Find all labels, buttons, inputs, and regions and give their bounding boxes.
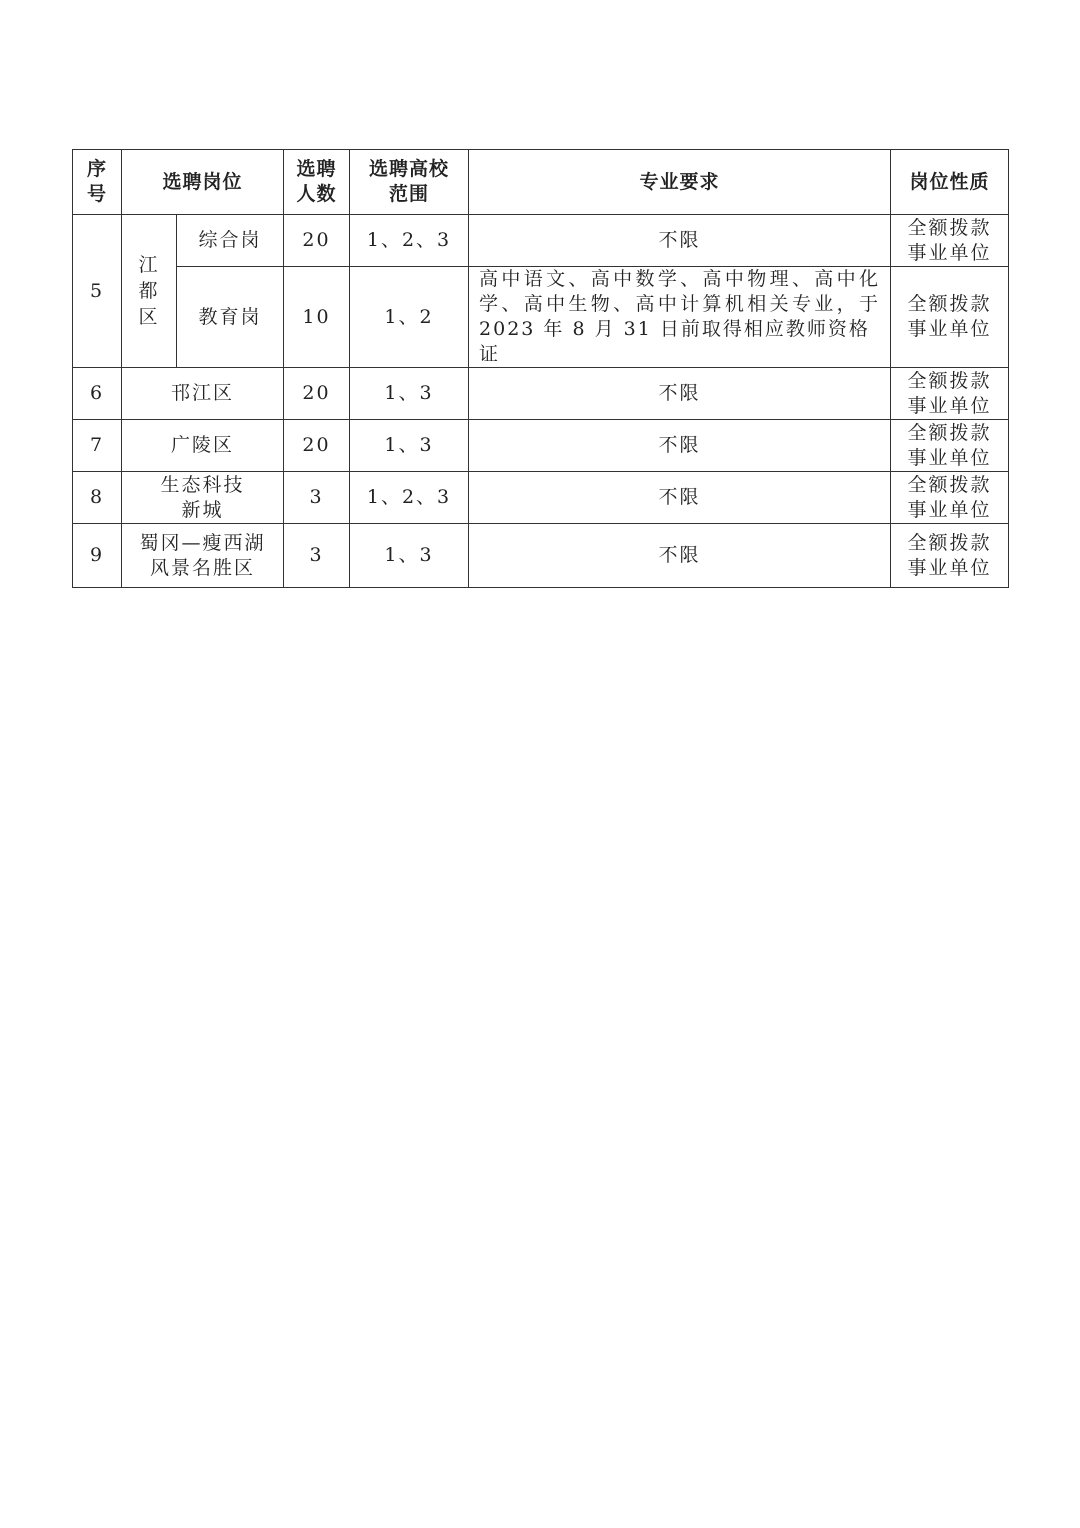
- row-district: 蜀冈—瘦西湖 风景名胜区: [122, 524, 284, 588]
- row-requirement: 高中语文、高中数学、高中物理、高中化 学、高中生物、高中计算机相关专业，于 2023 年 8 月 31 日前取得相应教师资格证: [469, 267, 891, 368]
- row-count: 10: [284, 267, 350, 368]
- row-count: 3: [284, 524, 350, 588]
- table-header-row: [73, 150, 1009, 215]
- header-scope: 选聘高校 范围: [350, 150, 469, 215]
- row-nature: 全额拨款 事业单位: [891, 420, 1009, 472]
- row-requirement: 不限: [469, 215, 891, 267]
- table-row: [73, 472, 1009, 524]
- row-scope: 1、3: [350, 368, 469, 420]
- row-job-name: 综合岗: [177, 215, 284, 267]
- header-count: 选聘 人数: [284, 150, 350, 215]
- row-district: 生态科技 新城: [122, 472, 284, 524]
- header-seq: 序 号: [73, 150, 122, 215]
- row-scope: 1、3: [350, 524, 469, 588]
- row-seq: 9: [73, 524, 122, 588]
- row-requirement: 不限: [469, 420, 891, 472]
- row-seq: 6: [73, 368, 122, 420]
- row-requirement: 不限: [469, 368, 891, 420]
- row-scope: 1、3: [350, 420, 469, 472]
- row-requirement: 不限: [469, 472, 891, 524]
- row-seq: 8: [73, 472, 122, 524]
- row-nature: 全额拨款 事业单位: [891, 368, 1009, 420]
- row-seq: 7: [73, 420, 122, 472]
- row-district: 邗江区: [122, 368, 284, 420]
- row-count: 20: [284, 420, 350, 472]
- table-row: [73, 524, 1009, 588]
- row-count: 20: [284, 215, 350, 267]
- row-nature: 全额拨款 事业单位: [891, 267, 1009, 368]
- row-requirement: 不限: [469, 524, 891, 588]
- row-district: 江都区: [122, 215, 177, 368]
- row-district: 广陵区: [122, 420, 284, 472]
- header-position: 选聘岗位: [122, 150, 284, 215]
- table-row: [73, 368, 1009, 420]
- row-scope: 1、2: [350, 267, 469, 368]
- header-nature: 岗位性质: [891, 150, 1009, 215]
- table-row: [73, 215, 1009, 267]
- header-requirement: 专业要求: [469, 150, 891, 215]
- table-row: [73, 420, 1009, 472]
- row-count: 3: [284, 472, 350, 524]
- row-scope: 1、2、3: [350, 215, 469, 267]
- row-nature: 全额拨款 事业单位: [891, 524, 1009, 588]
- row-nature: 全额拨款 事业单位: [891, 472, 1009, 524]
- row-scope: 1、2、3: [350, 472, 469, 524]
- row-seq: 5: [73, 215, 122, 368]
- row-job-name: 教育岗: [177, 267, 284, 368]
- row-nature: 全额拨款 事业单位: [891, 215, 1009, 267]
- recruitment-table: [72, 149, 1009, 588]
- row-count: 20: [284, 368, 350, 420]
- table-row: [73, 267, 1009, 368]
